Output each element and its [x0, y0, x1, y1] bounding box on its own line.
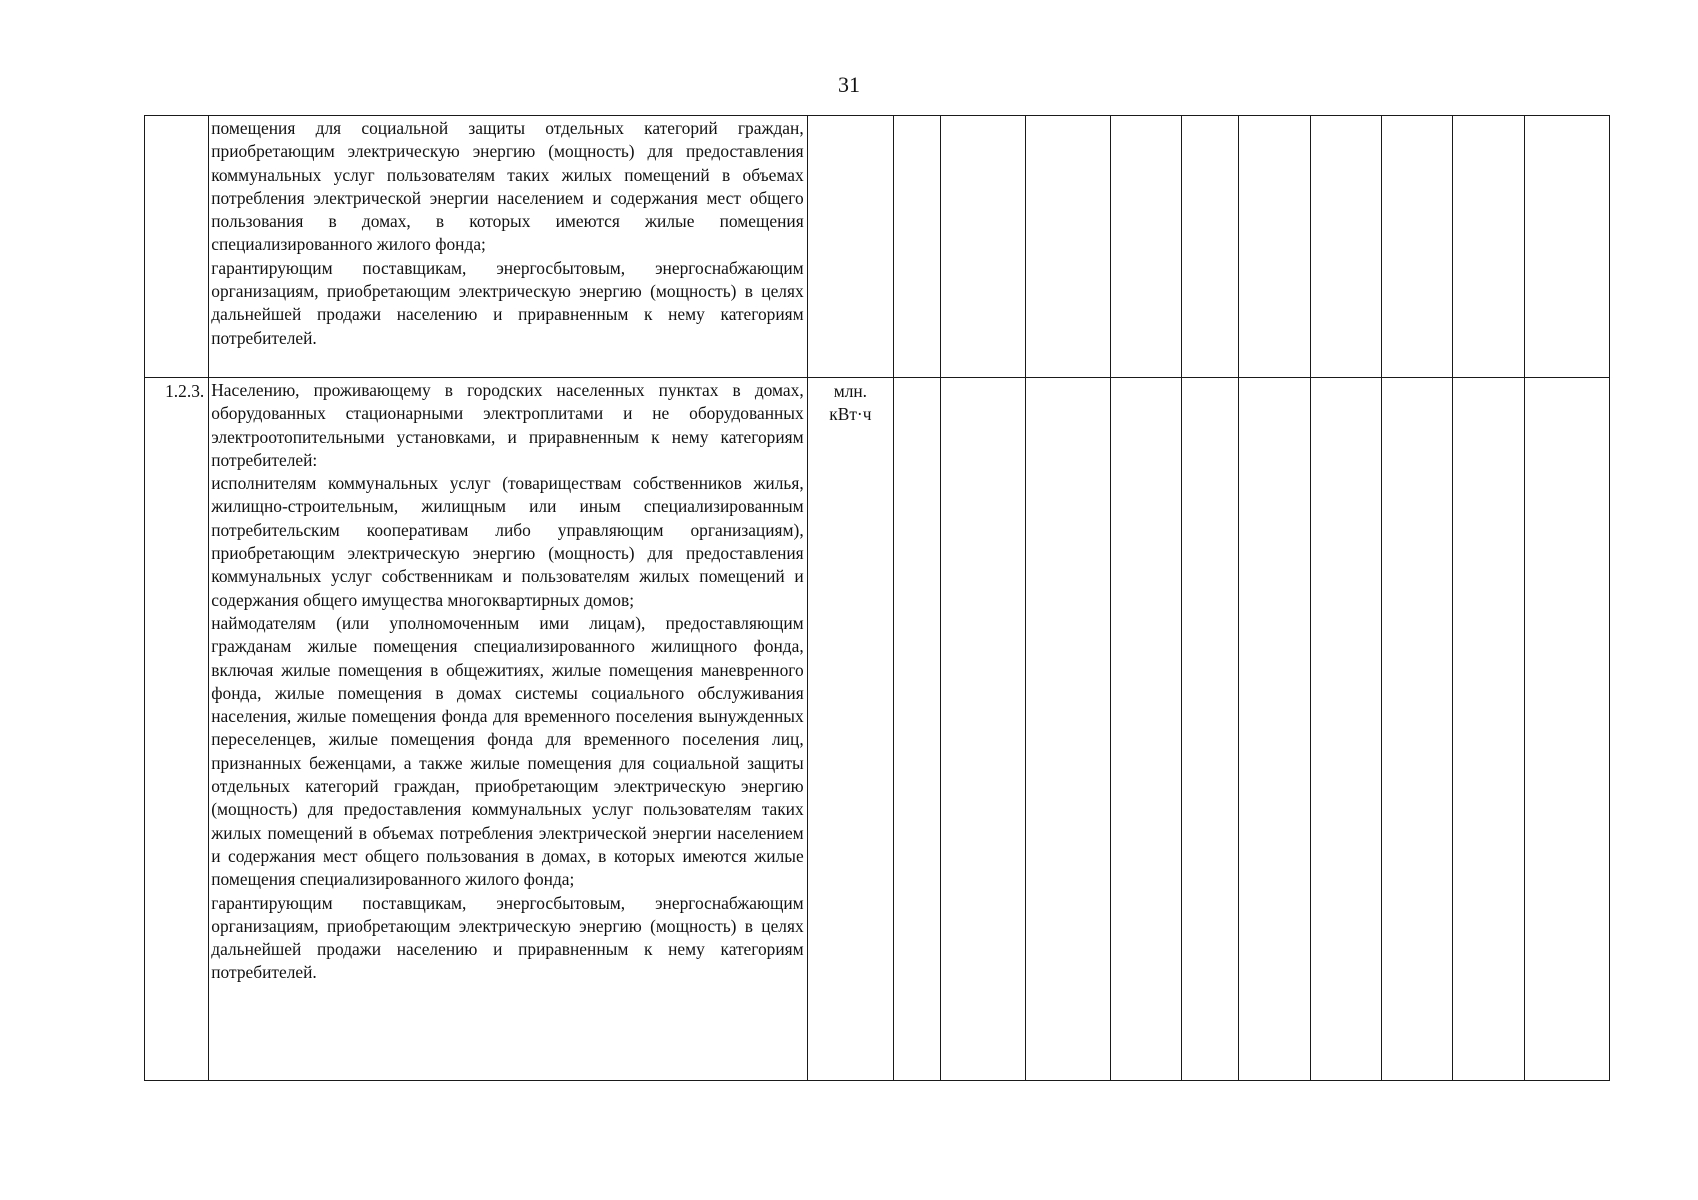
- row-number-cell: [145, 116, 209, 378]
- table-row: [145, 116, 1610, 378]
- description-cell: [209, 378, 807, 1081]
- unit-cell: [807, 378, 893, 1081]
- row-number-cell: 1.2.3.: [145, 378, 209, 1081]
- description-paragraph: Населению, проживающему в городских населенных пунктах в домах, оборудованных стационарными электроплитами и не оборудованных электроотопительными установками, и приравненным к нему категориям потребителей:: [211, 380, 804, 470]
- description-paragraph: помещения для социальной защиты отдельных категорий граждан, приобретающим электрическую энергию (мощность) для предоставления коммунальных услуг пользователям таких жилых помещений в объемах потребления электрической энергии населением и содержания мест общего пользования в домах, в которых имеются жилые помещения специализированного жилого фонда;: [211, 118, 804, 255]
- data-table: [144, 115, 1610, 1081]
- value-cell: [1381, 116, 1452, 378]
- value-cell: [1310, 116, 1381, 378]
- value-cell: [1453, 116, 1524, 378]
- description-paragraph: гарантирующим поставщикам, энергосбытовым, энергоснабжающим организациям, приобретающим электрическую энергию (мощность) в целях дальнейшей продажи населению и приравненным к нему категориям потребителей.: [211, 892, 804, 983]
- value-cell: [1110, 116, 1181, 378]
- value-cell: [1381, 378, 1452, 1081]
- description-paragraph: наймодателям (или уполномоченным ими лицам), предоставляющим гражданам жилые помещения специализированного жилищного фонда, включая жилые помещения в общежитиях, жилые помещения маневренного фонда, жилые помещения в домах системы социального обслуживания населения, жилые помещения фонда для временного поселения вынужденных переселенцев, жилые помещения фонда для временного поселения лиц, признанных беженцами, а также жилые помещения для социальной защиты отдельных категорий граждан, приобретающим электрическую энергию (мощность) для предоставления коммунальных услуг пользователям таких жилых помещений в объемах потребления электрической энергии населением и содержания мест общего пользования в домах, в которых имеются жилые помещения специализированного жилого фонда;: [211, 612, 804, 890]
- unit-line: млн.: [833, 381, 868, 401]
- value-cell: [1182, 378, 1239, 1081]
- value-cell: [1310, 378, 1381, 1081]
- value-cell: [1110, 378, 1181, 1081]
- value-cell: [894, 116, 941, 378]
- description-cell: [209, 116, 807, 378]
- value-cell: [941, 116, 1025, 378]
- value-cell: [894, 378, 941, 1081]
- description-paragraph: гарантирующим поставщикам, энергосбытовым, энергоснабжающим организациям, приобретающим электрическую энергию (мощность) в целях дальнейшей продажи населению и приравненным к нему категориям потребителей.: [211, 257, 804, 348]
- table-row: [145, 378, 1610, 1081]
- value-cell: [1025, 378, 1110, 1081]
- description-paragraph: исполнителям коммунальных услуг (товариществам собственников жилья, жилищно-строительным, жилищным или иным специализированным потребительским кооперативам либо управляющим организациям), приобретающим электрическую энергию (мощность) для предоставления коммунальных услуг собственникам и пользователям жилых помещений и содержания общего имущества многоквартирных домов;: [211, 473, 804, 610]
- value-cell: [1239, 378, 1310, 1081]
- value-cell: [1239, 116, 1310, 378]
- value-cell: [1025, 116, 1110, 378]
- value-cell: [1524, 378, 1609, 1081]
- value-cell: [1524, 116, 1609, 378]
- page-number: 31: [838, 72, 860, 97]
- unit-line: кВт·ч: [829, 404, 872, 425]
- unit-cell: [807, 116, 893, 378]
- value-cell: [941, 378, 1025, 1081]
- value-cell: [1182, 116, 1239, 378]
- value-cell: [1453, 378, 1524, 1081]
